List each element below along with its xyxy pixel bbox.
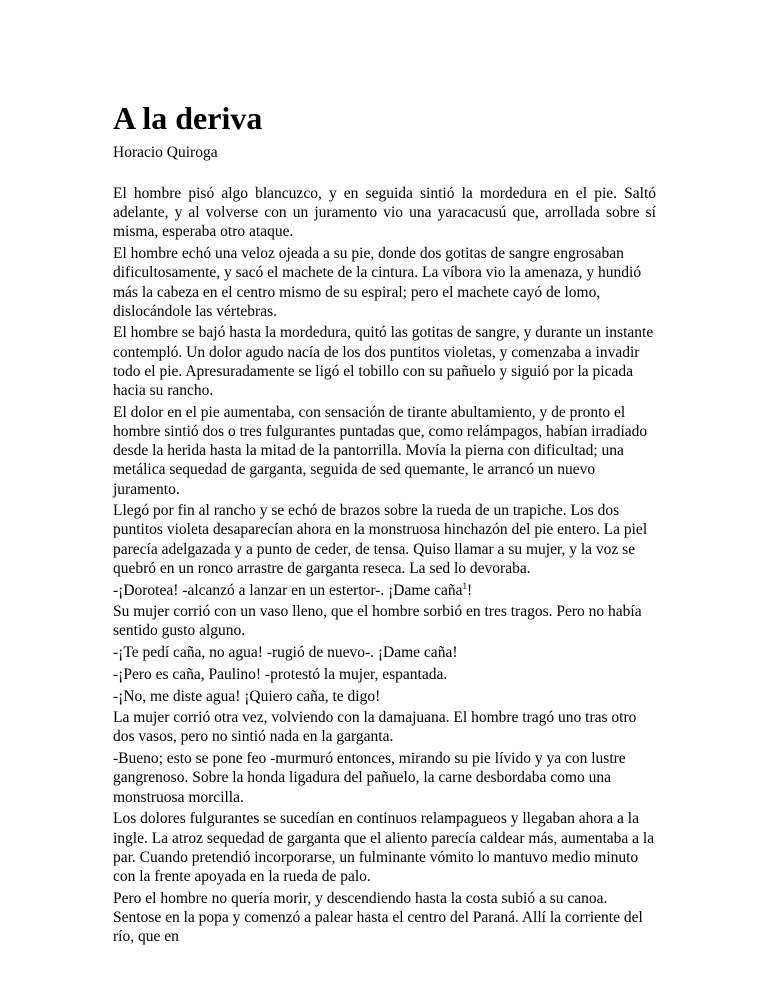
paragraph: -Bueno; esto se pone feo -murmuró entonces, mirando su pie lívido y ya con lustre gangrenoso. Sobre la honda ligadura del pañuelo, la carne desbordaba como una monstruosa morcilla.: [113, 750, 626, 806]
paragraph-dialogue: [113, 581, 656, 600]
paragraph: El hombre echó una veloz ojeada a su pie, donde dos gotitas de sangre engrosaban dificultosamente, y sacó el machete de la cintura. La víbora vio la amenaza, y hundió más la cabeza en el centro mismo de su espiral; pero el machete cayó de lomo, dislocándole las vértebras.: [113, 245, 642, 320]
paragraph: Los dolores fulgurantes se sucedían en continuos relampagueos y llegaban ahora a la ingle. La atroz sequedad de garganta que el aliento parecía caldear más, aumentaba a la par. Cuando pretendió incorporarse, un fulminante vómito lo mantuvo medio minuto con la frente apoyada en la rueda de palo.: [113, 810, 655, 885]
paragraph: Llegó por fin al rancho y se echó de brazos sobre la rueda de un trapiche. Los dos puntitos violeta desaparecían ahora en la monstruosa hinchazón del pie entero. La piel parecía adelgazada y a punto de ceder, de tensa. Quiso llamar a su mujer, y la voz se quebró en un ronco arrastre de garganta reseca. La sed lo devoraba.: [113, 502, 648, 577]
paragraph-dialogue: -¡Pero es caña, Paulino! -protestó la mujer, espantada.: [113, 665, 448, 683]
paragraph-dialogue: -¡No, me diste agua! ¡Quiero caña, te digo!: [113, 687, 381, 705]
paragraph: El hombre se bajó hasta la mordedura, quitó las gotitas de sangre, y durante un instante contempló. Un dolor agudo nacía de los dos puntitos violetas, y comenzaba a invadir todo el pie. Apresuradamente se ligó el tobillo con su pañuelo y siguió por la picada hacia su rancho.: [113, 324, 654, 400]
paragraph: El dolor en el pie aumentaba, con sensación de tirante abultamiento, y de pronto el hombre sintió dos o tres fulgurantes puntadas que, como relámpagos, habían irradiado desde la herida hasta la mitad de la pantorrilla. Movía la pierna con dificultad; una metálica sequedad de garganta, seguida de sed quemante, le arrancó un nuevo juramento.: [113, 403, 648, 498]
paragraph: Pero el hombre no quería morir, y descendiendo hasta la costa subió a su canoa. Sentose en la popa y comenzó a palear hasta el centro del Paraná. Allí la corriente del río, que en: [113, 889, 643, 946]
document-title: A la deriva: [113, 100, 263, 136]
dialogue-text: -¡Dorotea! -alcanzó a lanzar en un estertor-. ¡Dame caña: [113, 581, 463, 599]
paragraph-dialogue: -¡Te pedí caña, no agua! -rugió de nuevo-. ¡Dame caña!: [113, 644, 458, 662]
paragraph: Su mujer corrió con un vaso lleno, que el hombre sorbió en tres tragos. Pero no había sentido gusto alguno.: [113, 603, 642, 640]
paragraph: El hombre pisó algo blancuzco, y en seguida sintió la mordedura en el pie. Saltó adelante, y al volverse con un juramento vio una yaracacusú que, arrollada sobre sí misma, esperaba otro ataque.: [113, 185, 656, 241]
dialogue-close: !: [467, 581, 473, 599]
author-name: Horacio Quiroga: [113, 144, 218, 161]
paragraph: La mujer corrió otra vez, volviendo con la damajuana. El hombre tragó uno tras otro dos vasos, pero no sintió nada en la garganta.: [113, 709, 637, 746]
story-body: [113, 184, 656, 949]
footnote-reference[interactable]: 1: [462, 580, 468, 591]
